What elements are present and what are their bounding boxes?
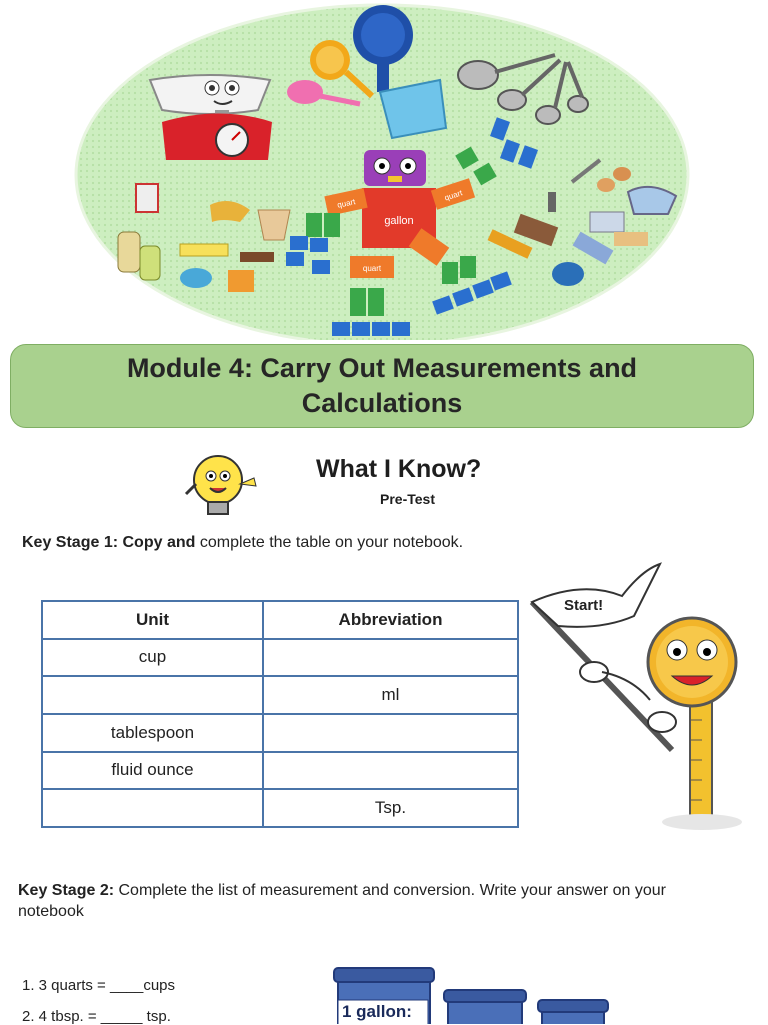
- key-stage-1-copy-and: Copy and: [122, 534, 196, 551]
- pre-test-subtitle: Pre-Test: [380, 491, 435, 507]
- key-stage-2-label: Key Stage 2:: [18, 882, 115, 899]
- table-cell: ml: [263, 676, 518, 714]
- hero-illustration: [0, 0, 768, 340]
- table-cell: [42, 789, 263, 827]
- module-title-banner: [10, 344, 754, 428]
- quart-label-right: quart: [443, 188, 464, 203]
- question-2: 2. 4 tbsp. = _____ tsp.: [22, 1008, 171, 1025]
- question-1: 1. 3 quarts = ____cups: [22, 977, 176, 994]
- table-cell: Tsp.: [263, 789, 518, 827]
- table-row: [42, 789, 518, 827]
- unit-abbreviation-table: [41, 600, 519, 828]
- one-gallon-label: 1 gallon:: [342, 1002, 412, 1021]
- table-cell: tablespoon: [42, 714, 263, 752]
- table-header-row: [42, 601, 518, 639]
- table-cell: [263, 752, 518, 790]
- key-stage-2-instruction: [18, 880, 718, 922]
- table-row: [42, 714, 518, 752]
- key-stage-2-rest: Complete the list of measurement and conversion. Write your answer on your notebook: [18, 882, 667, 920]
- header-abbreviation: Abbreviation: [263, 601, 518, 639]
- table-cell: [263, 714, 518, 752]
- table-cell: [263, 639, 518, 677]
- table-cell: cup: [42, 639, 263, 677]
- key-stage-1-label: Key Stage 1:: [22, 534, 119, 551]
- table-row: [42, 752, 518, 790]
- header-unit: Unit: [42, 601, 263, 639]
- quart-label-bottom: quart: [362, 264, 382, 273]
- table-cell: fluid ounce: [42, 752, 263, 790]
- key-stage-1-rest: complete the table on your notebook.: [195, 534, 464, 551]
- what-i-know-title: What I Know?: [316, 455, 482, 483]
- table-cell: [42, 676, 263, 714]
- measurement-jars-illustration: [330, 962, 620, 1024]
- quart-label-left: quart: [336, 197, 357, 210]
- module-title-line-2: Calculations: [301, 388, 463, 418]
- module-title-line-1: Module 4: Carry Out Measurements and: [126, 353, 638, 383]
- spoon-mascot-flag-icon: [522, 560, 762, 840]
- gallon-label: gallon: [384, 215, 414, 227]
- kitchen-measurement-scene: [0, 0, 768, 340]
- start-flag-text: Start!: [564, 597, 604, 614]
- lightbulb-mascot-icon: [178, 450, 262, 522]
- table-row: [42, 676, 518, 714]
- table-row: [42, 639, 518, 677]
- key-stage-1-instruction: [22, 534, 463, 552]
